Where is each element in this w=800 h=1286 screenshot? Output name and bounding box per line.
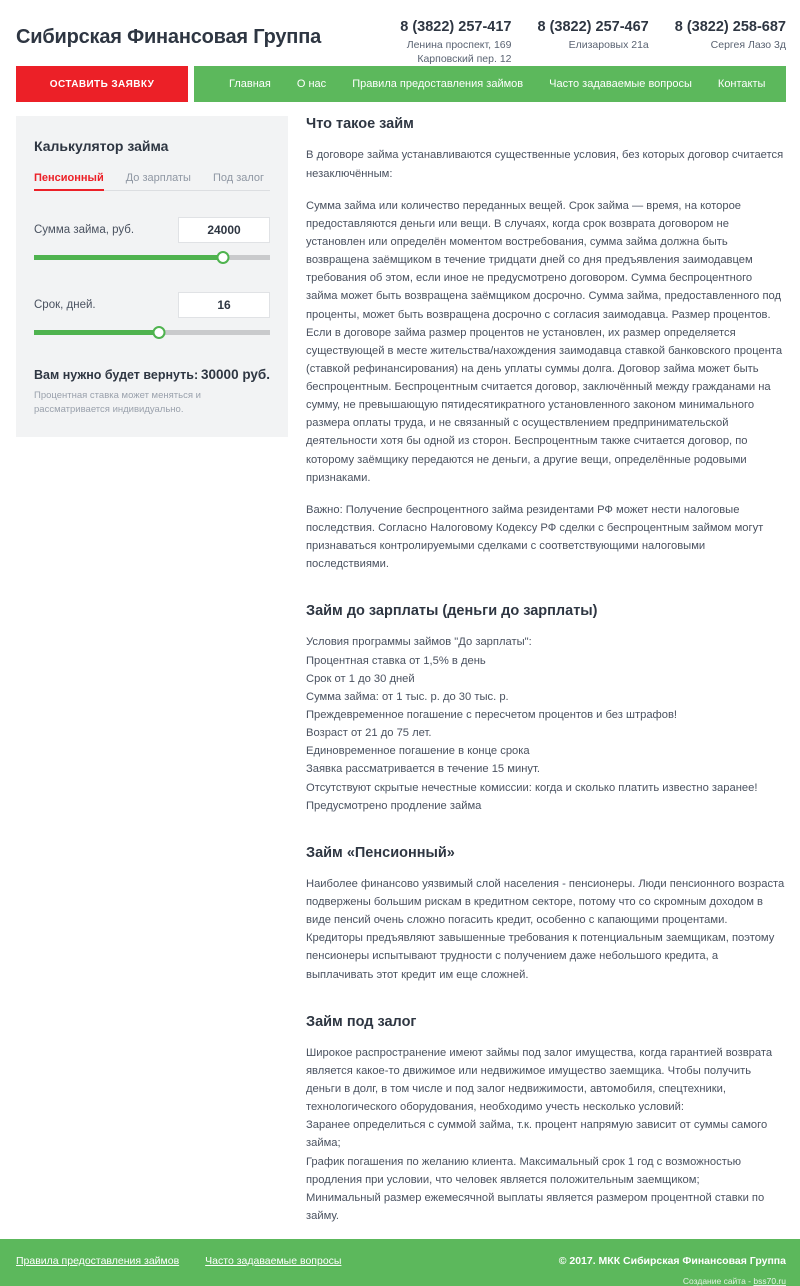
calculator-note: Процентная ставка может меняться и рассматривается индивидуально. [34, 390, 201, 416]
term-field-row [34, 292, 270, 318]
footer-credit [559, 1276, 786, 1286]
amount-field-row [34, 217, 270, 243]
paragraph-loan-terms: Сумма займа или количество переданных вещей. Срок займа — время, на которое предоставляются деньги или вещи. В случаях, когда срок возврата договором не установлен или определён моментом востребования, сумма займа должна быть возвращена заёмщиком в течение тридцати дней со дня предъявления заимодавцем требования об этом, если иное не предусмотрено договором. Сумма беспроцентного займа может быть возвращена заёмщиком досрочно. Сумма займа, предоставленного под проценты, может быть возвращена досрочно с согласия заимодавца. Размер процентов. Если в договоре займа размер процентов не установлен, их размер определяется существующей в месте жительства/нахождения заимодавца ставкой банковского процента (ставкой рефинансирования) на день уплаты суммы долга. Договор займа может быть беспроцентным. Беспроцентным считается договор, заключённый между гражданами на сумму, не превышающую пятидесятикратного установленного законом минимального размера оплаты труда, и не связанный с осуществлением предпринимательской деятельности хотя бы одной из сторон. Беспроцентным также считается договор, по которому заёмщику передаются не деньги, а другие вещи, определённые родовыми признаками. [306, 199, 783, 484]
calculator-tabs [34, 172, 270, 191]
paragraph-loan-tax-note: Важно: Получение беспроцентного займа резидентами РФ может нести налоговые последствия. Согласно Налоговому Кодексу РФ сделки с беспроцентным займом могут признаваться контролируемыми сделками с соответствующими налоговыми последствиями. [306, 503, 764, 571]
list-item: Предусмотрено продление займа [306, 799, 482, 812]
contact-block-1 [374, 18, 511, 66]
address-line-1b: Карповский пер. 12 [417, 53, 512, 66]
nav-item-home[interactable]: Главная [229, 78, 271, 91]
heading-collateral-loan: Займ под залог [306, 1013, 417, 1030]
nav-item-faq[interactable]: Часто задаваемые вопросы [549, 78, 692, 91]
list-item: Заявка рассматривается в течение 15 минут. [306, 763, 540, 776]
tab-pensionniy[interactable]: Пенсионный [34, 172, 104, 191]
amount-slider[interactable] [34, 252, 270, 262]
footer-copyright: © 2017. МКК Сибирская Финансовая Группа [558, 1255, 786, 1268]
address-line-3a: Сергея Лазо 3д [710, 39, 786, 52]
term-slider-handle[interactable] [153, 326, 166, 339]
paragraph-pension-loan: Наиболее финансово уязвимый слой населения - пенсионеры. Люди пенсионного возраста подвержены большим рискам в кредитном секторе, потому что со скромным доходом в виде пенсий очень сложно погасить кредит, особенно с капающими процентами. Кредиторы предъявляют завышенные требования к потенциальным заемщикам, поэтому пенсионеры испытывают трудности с получением даже небольшого кредита, а выплачивать этот кредит им еще сложней. [306, 877, 785, 981]
list-item: Отсутствуют скрытые нечестные комиссии: когда и сколько платить известно заранее! [306, 781, 758, 794]
address-line-1a: Ленина проспект, 169 [406, 39, 512, 52]
term-label: Срок, дней. [34, 299, 96, 312]
contact-block-3 [649, 18, 786, 66]
main-navigation-bar [0, 66, 800, 102]
amount-label: Сумма займа, руб. [34, 224, 135, 237]
header-contacts [374, 16, 786, 66]
site-footer [0, 1239, 800, 1286]
list-item: Условия программы займов "До зарплаты": [306, 636, 532, 649]
paragraph-collateral-loan: Широкое распространение имеют займы под залог имущества, когда гарантией возврата является какое-то движимое или недвижимое имущество заемщика. Чтобы получить деньги в долг, в том числе и под залог недвижимости, автомобиля, спецтехники, технологического оборудования, необходимо учесть несколько условий: [306, 1046, 773, 1114]
phone-number-1[interactable]: 8 (3822) 257-417 [400, 19, 512, 35]
leave-request-button[interactable]: ОСТАВИТЬ ЗАЯВКУ [16, 66, 188, 102]
nav-menu [194, 66, 786, 102]
footer-right-block [559, 1255, 786, 1286]
calculator-title: Калькулятор займа [34, 138, 169, 155]
list-item: Заранее определиться с суммой займа, т.к. процент напрямую зависит от суммы самого займа; [306, 1119, 768, 1150]
amount-slider-fill [34, 255, 223, 260]
tab-do-zarplaty[interactable]: До зарплаты [125, 172, 191, 185]
amount-input[interactable]: 24000 [178, 217, 270, 243]
site-logo-text: Сибирская Финансовая Группа [16, 26, 321, 48]
nav-item-loan-rules[interactable]: Правила предоставления займов [352, 78, 524, 91]
footer-link-loan-rules[interactable]: Правила предоставления займов [16, 1255, 180, 1268]
contact-block-2 [512, 18, 649, 66]
calculator-total-row [34, 367, 270, 382]
nav-item-about[interactable]: О нас [296, 78, 327, 91]
phone-number-2[interactable]: 8 (3822) 257-467 [537, 19, 649, 35]
page-content [0, 102, 800, 1239]
heading-payday-loan: Займ до зарплаты (деньги до зарплаты) [306, 603, 598, 620]
list-item: Срок от 1 до 30 дней [306, 672, 415, 685]
collateral-loan-conditions-list [306, 1116, 786, 1225]
amount-slider-handle[interactable] [216, 251, 229, 264]
paragraph-loan-intro: В договоре займа устанавливаются существенные условия, без которых договор считается незаключённым: [306, 149, 784, 180]
article-content [306, 116, 786, 1239]
list-item: Возраст от 21 до 75 лет. [306, 727, 432, 740]
tab-pod-zalog[interactable]: Под залог [212, 172, 265, 185]
list-item: Процентная ставка от 1,5% в день [306, 654, 486, 667]
footer-links [16, 1255, 341, 1267]
list-item: Преждевременное погашение с пересчетом процентов и без штрафов! [306, 709, 678, 722]
list-item: Сумма займа: от 1 тыс. р. до 30 тыс. р. [306, 690, 509, 703]
list-item: Единовременное погашение в конце срока [306, 745, 530, 758]
address-line-2a: Елизаровых 21а [568, 39, 649, 52]
heading-what-is-loan: Что такое займ [306, 116, 414, 133]
heading-pension-loan: Займ «Пенсионный» [306, 844, 455, 861]
phone-number-3[interactable]: 8 (3822) 258-687 [674, 19, 786, 35]
term-slider-fill [34, 330, 159, 335]
footer-link-faq[interactable]: Часто задаваемые вопросы [205, 1255, 342, 1268]
list-item: График погашения по желанию клиента. Максимальный срок 1 год с возможностью продления при условии, что человек является положительным заемщиком; [306, 1155, 742, 1186]
list-item: Минимальный размер ежемесячной выплаты является размером процентной ставки по займу. [306, 1191, 765, 1222]
total-value: 30000 руб. [201, 367, 270, 383]
term-input[interactable]: 16 [178, 292, 270, 318]
nav-item-contacts[interactable]: Контакты [717, 78, 766, 91]
term-slider[interactable] [34, 327, 270, 337]
payday-loan-conditions-list [306, 633, 786, 814]
footer-credit-prefix: Создание сайта - [682, 1276, 754, 1286]
total-label: Вам нужно будет вернуть: [34, 368, 199, 383]
footer-credit-link[interactable]: bss70.ru [753, 1276, 786, 1286]
site-header [0, 0, 800, 66]
loan-calculator-panel [16, 116, 288, 437]
